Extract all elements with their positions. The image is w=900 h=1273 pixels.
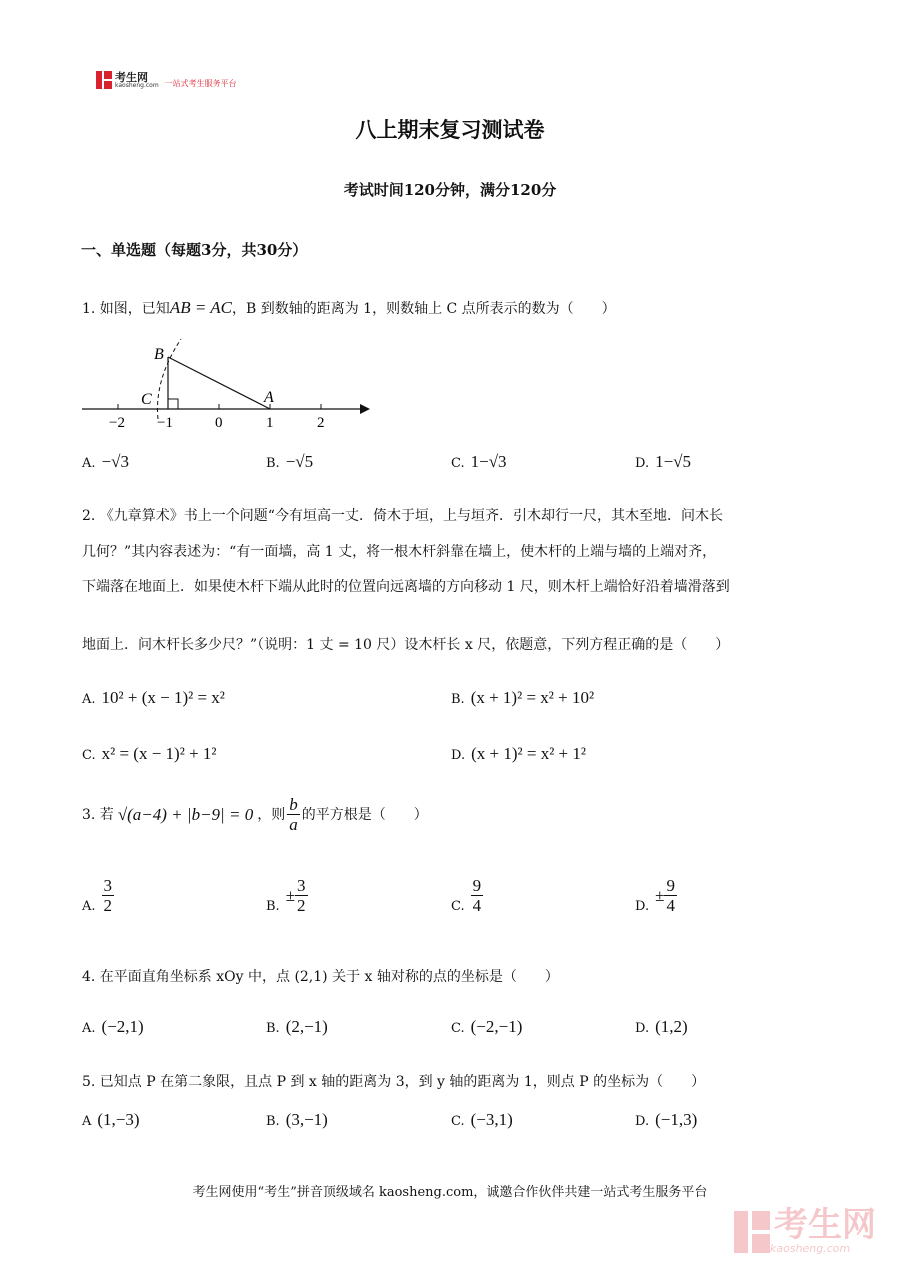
q5-option-c[interactable]: C. (−3,1) — [451, 1110, 513, 1129]
question-2-line-4: 地面上．问木杆长多少尺？”（说明：1 丈 = 10 尺）设木杆长 x 尺，依题意，下列方程正确的是（ ） — [82, 637, 730, 653]
watermark-name: 考生网 — [774, 1205, 876, 1245]
q4-option-c[interactable]: C. (−2,−1) — [451, 1017, 523, 1036]
q5-option-d[interactable]: D. (−1,3) — [635, 1110, 698, 1129]
q2-option-b[interactable]: B. (x + 1)² = x² + 10² — [451, 688, 595, 707]
q3-option-a[interactable]: A. $\frac{3}{2}$ — [82, 876, 113, 915]
label-b: B — [154, 346, 164, 363]
question-2-line-3: 下端落在地面上．如果使木杆下端从此时的位置向远离墙的方向移动 1 尺，则木杆上端恰好沿着墙滑落到 — [82, 579, 730, 595]
q2-option-a[interactable]: A. 10² + (x − 1)² = x² — [82, 688, 225, 707]
q3-option-c[interactable]: C. $\frac{9}{4}$ — [451, 876, 482, 915]
q1-option-a[interactable]: A. −√3 — [82, 452, 129, 471]
q5-option-a[interactable]: A (1,−3) — [82, 1110, 140, 1129]
logo-icon — [96, 71, 112, 89]
q1-option-c[interactable]: C. 1−√3 — [451, 452, 507, 471]
label-c: C — [141, 391, 152, 408]
logo-name: 考生网 — [115, 70, 148, 84]
number-line-figure — [78, 335, 378, 435]
axis-arrow — [360, 404, 370, 414]
exam-info: 考试时间120分钟，满分120分 — [343, 181, 557, 199]
logo-slogan: 一站式考生服务平台 — [164, 78, 237, 88]
q4-option-b[interactable]: B. (2,−1) — [266, 1017, 328, 1036]
q3-option-d[interactable]: D. ± $\frac{9}{4}$ — [635, 876, 675, 915]
section-heading: 一、单选题（每题3分，共30分） — [81, 241, 308, 259]
question-1-stem: 1. 如图，已知AB = AC，B 到数轴的距离为 1，则数轴上 C 点所表示的数为（ ） — [82, 298, 616, 317]
question-2-line-1: 2. 《九章算术》书上一个问题“今有垣高一丈．倚木于垣，上与垣齐．引木却行一尺，其木至地．问木长 — [82, 508, 723, 524]
tick-label: 1 — [266, 415, 274, 431]
tick-label: −1 — [157, 415, 173, 431]
q1-option-d[interactable]: D. 1−√5 — [635, 452, 692, 471]
q5-option-b[interactable]: B. (3,−1) — [266, 1110, 328, 1129]
logo-domain: kaosheng.com — [115, 81, 159, 89]
page-title: 八上期末复习测试卷 — [355, 117, 545, 142]
question-5-stem: 5. 已知点 P 在第二象限，且点 P 到 x 轴的距离为 3，到 y 轴的距离为 1，则点 P 的坐标为（ ） — [82, 1074, 706, 1090]
watermark-logo — [734, 1205, 876, 1255]
q4-option-d[interactable]: D. (1,2) — [635, 1017, 688, 1036]
watermark-icon — [734, 1211, 770, 1253]
question-2-line-2: 几何？”其内容表述为：“有一面墙，高 1 丈，将一根木杆斜靠在墙上，使木杆的上端与墙的上端对齐， — [82, 544, 717, 560]
q2-option-c[interactable]: C. x² = (x − 1)² + 1² — [82, 744, 217, 763]
tick-label: 0 — [215, 415, 223, 431]
label-a: A — [264, 389, 274, 406]
right-angle-mark — [168, 399, 178, 409]
header-logo — [96, 71, 237, 89]
question-4-stem: 4. 在平面直角坐标系 xOy 中，点 (2,1) 关于 x 轴对称的点的坐标是（ ） — [82, 969, 559, 985]
q2-option-d[interactable]: D. (x + 1)² = x² + 1² — [451, 744, 586, 763]
tick-label: 2 — [317, 415, 325, 431]
segment-ab — [168, 357, 270, 409]
page-footer: 考生网使用“考生”拼音顶级域名 kaosheng.com，诚邀合作伙伴共建一站式考生服务平台 — [192, 1185, 708, 1200]
q3-option-b[interactable]: B. ± $\frac{3}{2}$ — [266, 876, 306, 915]
watermark-domain: kaosheng.com — [770, 1242, 851, 1255]
q4-option-a[interactable]: A. (−2,1) — [82, 1017, 144, 1036]
tick-label: −2 — [109, 415, 125, 431]
question-3-stem: 3. 若 √(a−4) + |b−9| = 0 ，则 $\frac{b}{a}$ 的平方根是（ ） — [82, 795, 428, 834]
q1-option-b[interactable]: B. −√5 — [266, 452, 314, 471]
